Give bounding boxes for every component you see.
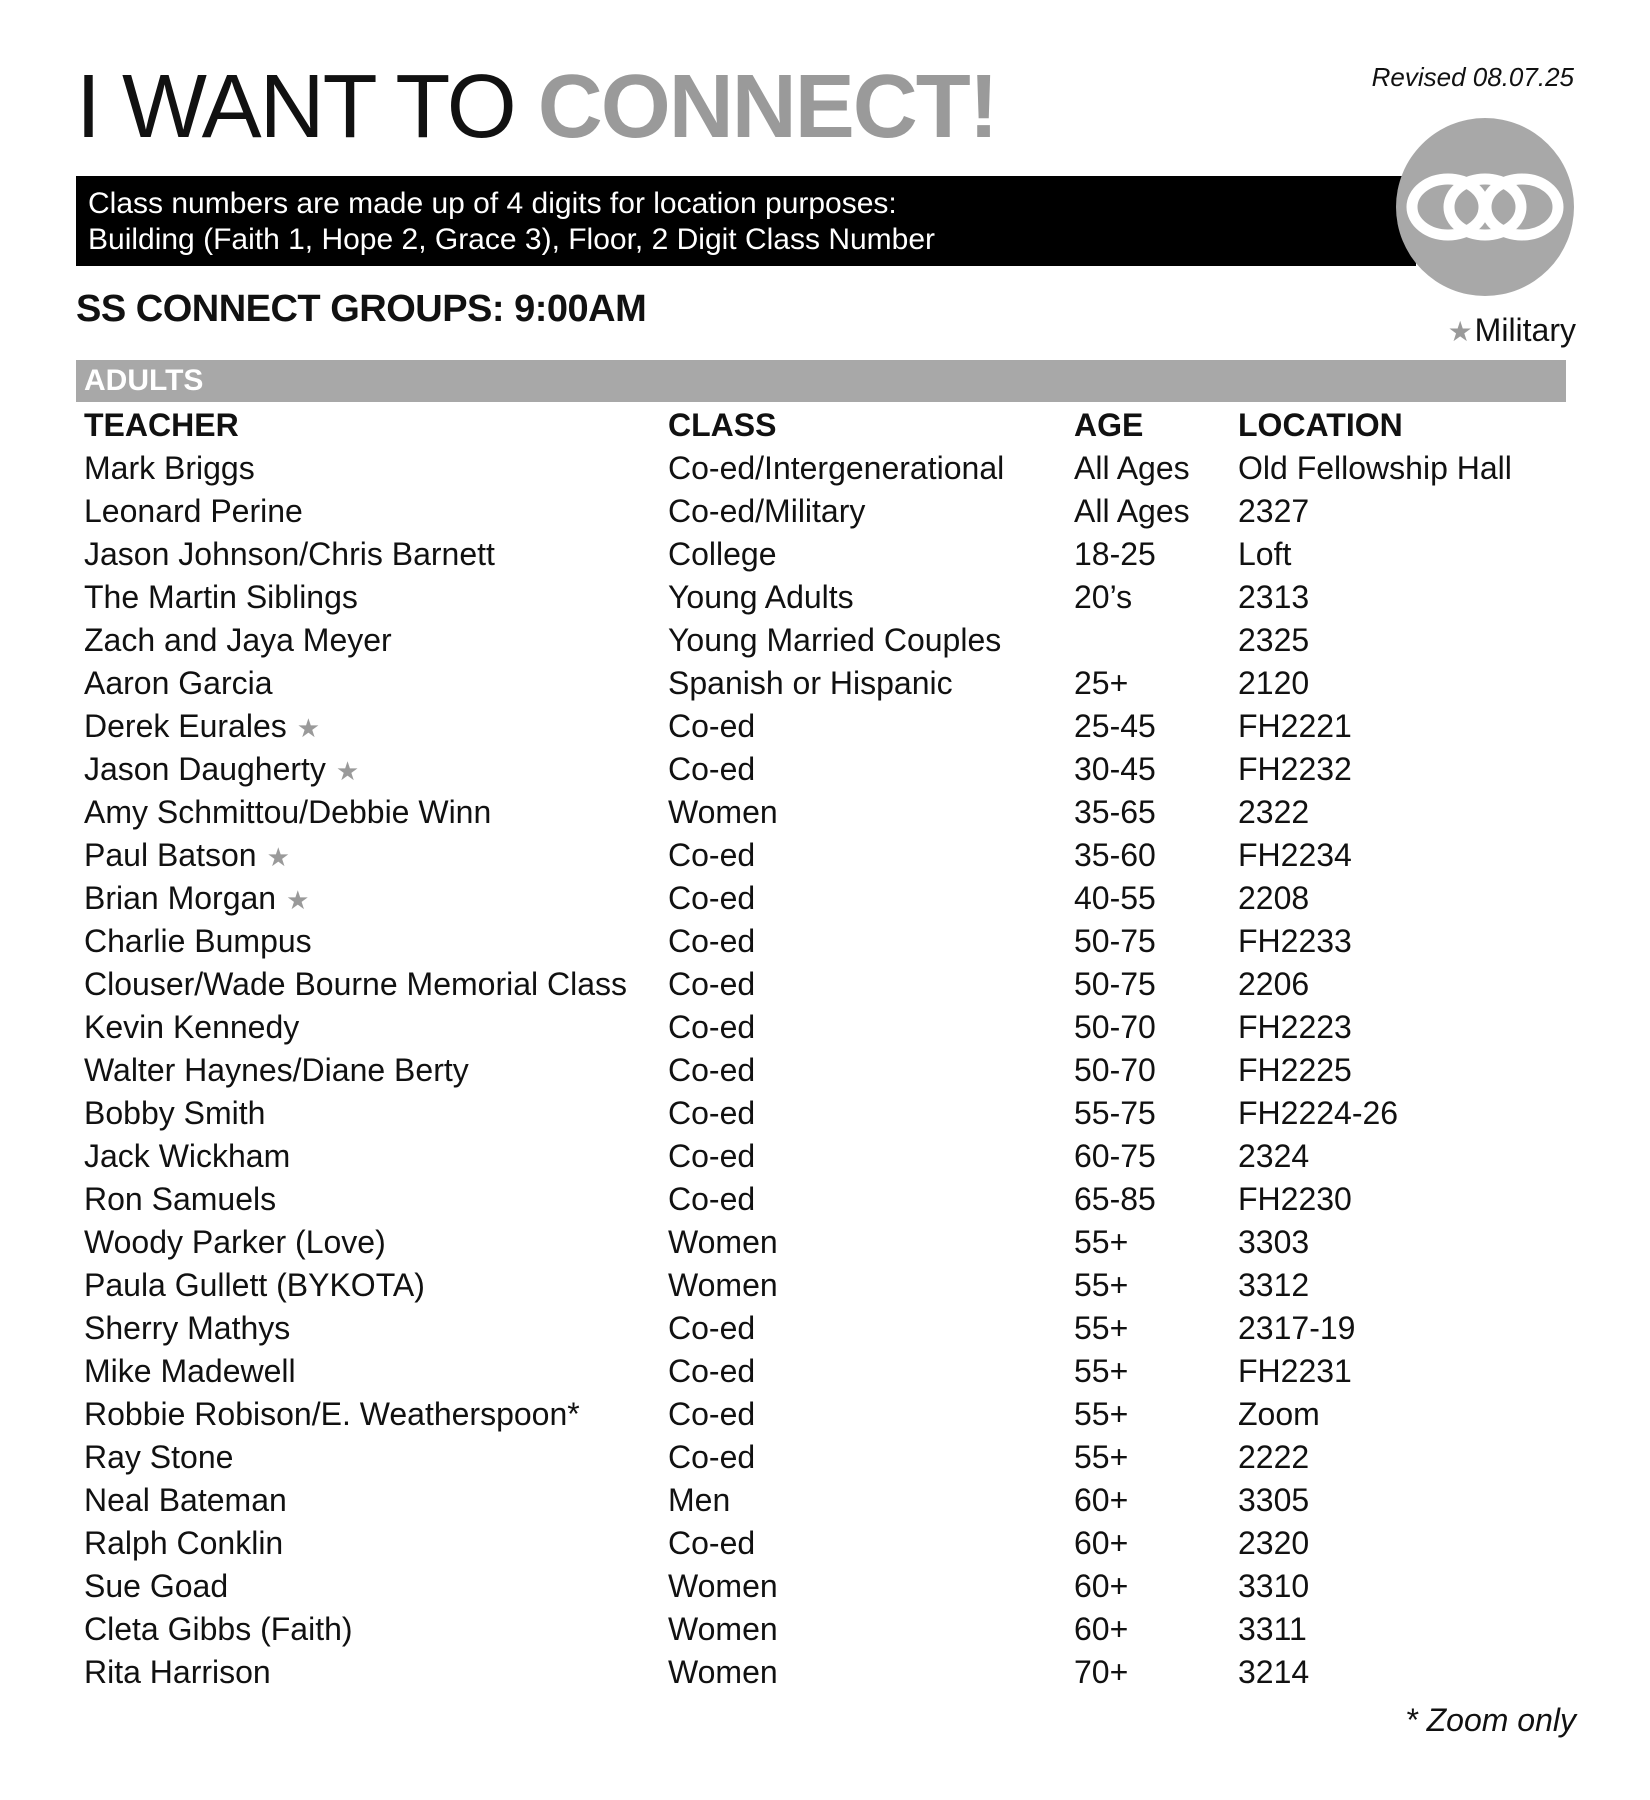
banner-line-2: Building (Faith 1, Hope 2, Grace 3), Floor, 2 Digit Class Number bbox=[88, 223, 936, 256]
age-cell: 65-85 bbox=[1074, 1181, 1156, 1217]
teacher-name: Jason Johnson/Chris Barnett bbox=[84, 536, 495, 572]
teacher-cell bbox=[84, 1092, 668, 1135]
teacher-name: Cleta Gibbs (Faith) bbox=[84, 1611, 353, 1647]
teacher-cell bbox=[84, 963, 668, 1006]
teacher-name: Jack Wickham bbox=[84, 1138, 291, 1174]
class-cell: Co-ed bbox=[668, 1525, 756, 1561]
table-row bbox=[84, 791, 1566, 834]
location-cell: 2208 bbox=[1238, 880, 1310, 916]
location-cell: 3214 bbox=[1238, 1654, 1310, 1690]
class-cell: Co-ed bbox=[668, 837, 756, 873]
table-row bbox=[84, 1092, 1566, 1135]
location-cell: FH2234 bbox=[1238, 837, 1352, 873]
teacher-name: Clouser/Wade Bourne Memorial Class bbox=[84, 966, 628, 1002]
classes-table bbox=[84, 404, 1566, 1694]
age-cell: All Ages bbox=[1074, 493, 1190, 529]
age-cell: 55+ bbox=[1074, 1267, 1129, 1303]
class-cell: Co-ed bbox=[668, 1310, 756, 1346]
class-cell: Men bbox=[668, 1482, 731, 1518]
location-cell: 2206 bbox=[1238, 966, 1310, 1002]
location-cell: Old Fellowship Hall bbox=[1238, 450, 1512, 486]
class-cell: Spanish or Hispanic bbox=[668, 665, 953, 701]
teacher-name: Ray Stone bbox=[84, 1439, 234, 1475]
table-row bbox=[84, 1565, 1566, 1608]
teacher-cell bbox=[84, 1135, 668, 1178]
table-row bbox=[84, 1436, 1566, 1479]
footnote: * Zoom only bbox=[1405, 1702, 1576, 1738]
location-cell: 3305 bbox=[1238, 1482, 1310, 1518]
class-cell: Co-ed bbox=[668, 1439, 756, 1475]
table-row bbox=[84, 1178, 1566, 1221]
class-cell: Co-ed bbox=[668, 1396, 756, 1432]
page-title bbox=[76, 57, 997, 157]
rings-graphic bbox=[1396, 118, 1574, 296]
location-cell: 2322 bbox=[1238, 794, 1310, 830]
class-cell: Co-ed bbox=[668, 880, 756, 916]
class-cell: Women bbox=[668, 1568, 778, 1604]
location-cell: 2222 bbox=[1238, 1439, 1310, 1475]
teacher-cell bbox=[84, 490, 668, 533]
group-header-adults: ADULTS bbox=[76, 360, 1566, 402]
class-cell: Young Adults bbox=[668, 579, 854, 615]
teacher-cell bbox=[84, 1479, 668, 1522]
revised-date: Revised 08.07.25 bbox=[1371, 62, 1574, 92]
table-row bbox=[84, 705, 1566, 748]
class-cell: Women bbox=[668, 1267, 778, 1303]
class-cell: Co-ed bbox=[668, 1095, 756, 1131]
table-row bbox=[84, 1264, 1566, 1307]
teacher-name: Rita Harrison bbox=[84, 1654, 271, 1690]
table-row bbox=[84, 1479, 1566, 1522]
class-cell: Women bbox=[668, 1611, 778, 1647]
teacher-cell bbox=[84, 576, 668, 619]
location-cell: FH2224-26 bbox=[1238, 1095, 1399, 1131]
teacher-cell bbox=[84, 619, 668, 662]
class-cell: Co-ed bbox=[668, 1138, 756, 1174]
table-row bbox=[84, 619, 1566, 662]
teacher-cell bbox=[84, 1049, 668, 1092]
teacher-name: Jason Daugherty bbox=[84, 751, 326, 787]
age-cell: 30-45 bbox=[1074, 751, 1156, 787]
location-cell: Zoom bbox=[1238, 1396, 1320, 1432]
location-cell: 2325 bbox=[1238, 622, 1310, 658]
location-cell: 3303 bbox=[1238, 1224, 1310, 1260]
table-row bbox=[84, 1135, 1566, 1178]
teacher-name: Brian Morgan bbox=[84, 880, 277, 916]
location-cell: FH2223 bbox=[1238, 1009, 1352, 1045]
teacher-name: Robbie Robison/E. Weatherspoon* bbox=[84, 1396, 580, 1432]
column-header-class: CLASS bbox=[668, 407, 777, 443]
teacher-name: Mark Briggs bbox=[84, 450, 255, 486]
class-cell: Co-ed bbox=[668, 708, 756, 744]
table-row bbox=[84, 877, 1566, 920]
location-cell: FH2225 bbox=[1238, 1052, 1352, 1088]
age-cell: 55+ bbox=[1074, 1353, 1129, 1389]
teacher-cell bbox=[84, 748, 668, 791]
star-icon: ★ bbox=[266, 842, 290, 872]
teacher-name: Ralph Conklin bbox=[84, 1525, 284, 1561]
info-banner bbox=[76, 176, 1416, 266]
location-cell: FH2231 bbox=[1238, 1353, 1352, 1389]
age-cell: 40-55 bbox=[1074, 880, 1156, 916]
age-cell: 60+ bbox=[1074, 1611, 1129, 1647]
table-row bbox=[84, 1608, 1566, 1651]
age-cell: 20’s bbox=[1074, 579, 1133, 615]
class-cell: Co-ed bbox=[668, 751, 756, 787]
teacher-cell bbox=[84, 791, 668, 834]
table-row bbox=[84, 490, 1566, 533]
teacher-name: Kevin Kennedy bbox=[84, 1009, 300, 1045]
table-body bbox=[84, 447, 1566, 1694]
age-cell: 18-25 bbox=[1074, 536, 1156, 572]
location-cell: 3311 bbox=[1238, 1611, 1307, 1647]
teacher-cell bbox=[84, 1178, 668, 1221]
location-cell: FH2221 bbox=[1238, 708, 1352, 744]
teacher-name: Neal Bateman bbox=[84, 1482, 287, 1518]
age-cell: 55+ bbox=[1074, 1396, 1129, 1432]
teacher-name: Ron Samuels bbox=[84, 1181, 277, 1217]
connected-rings-logo-icon bbox=[1396, 118, 1574, 296]
teacher-name: Aaron Garcia bbox=[84, 665, 273, 701]
class-cell: Women bbox=[668, 1654, 778, 1690]
location-cell: 2120 bbox=[1238, 665, 1310, 701]
table-row bbox=[84, 1006, 1566, 1049]
age-cell: 55+ bbox=[1074, 1439, 1129, 1475]
teacher-cell bbox=[84, 1393, 668, 1436]
location-cell: FH2230 bbox=[1238, 1181, 1352, 1217]
section-title: SS CONNECT GROUPS: 9:00AM bbox=[76, 288, 647, 330]
class-cell: Women bbox=[668, 794, 778, 830]
table-row bbox=[84, 1049, 1566, 1092]
teacher-cell bbox=[84, 1307, 668, 1350]
class-cell: College bbox=[668, 536, 777, 572]
teacher-name: Paula Gullett (BYKOTA) bbox=[84, 1267, 425, 1303]
teacher-cell bbox=[84, 1006, 668, 1049]
banner-line-1: Class numbers are made up of 4 digits for location purposes: bbox=[88, 187, 897, 220]
class-cell: Women bbox=[668, 1224, 778, 1260]
class-cell: Co-ed bbox=[668, 1052, 756, 1088]
age-cell: 35-60 bbox=[1074, 837, 1156, 873]
age-cell: 55+ bbox=[1074, 1310, 1129, 1346]
teacher-cell bbox=[84, 447, 668, 490]
teacher-cell bbox=[84, 533, 668, 576]
age-cell: 60-75 bbox=[1074, 1138, 1156, 1174]
location-cell: 2313 bbox=[1238, 579, 1310, 615]
table-row bbox=[84, 1393, 1566, 1436]
location-cell: Loft bbox=[1238, 536, 1292, 572]
column-header-location: LOCATION bbox=[1238, 407, 1403, 443]
teacher-cell bbox=[84, 1522, 668, 1565]
class-cell: Co-ed bbox=[668, 966, 756, 1002]
location-cell: 2317-19 bbox=[1238, 1310, 1356, 1346]
age-cell: 50-75 bbox=[1074, 966, 1156, 1002]
table-row bbox=[84, 834, 1566, 877]
teacher-name: Paul Batson bbox=[84, 837, 257, 873]
age-cell: 50-75 bbox=[1074, 923, 1156, 959]
teacher-name: Mike Madewell bbox=[84, 1353, 296, 1389]
location-cell: 2320 bbox=[1238, 1525, 1310, 1561]
table-header-row bbox=[84, 404, 1566, 447]
teacher-cell bbox=[84, 834, 668, 877]
age-cell: 35-65 bbox=[1074, 794, 1156, 830]
teacher-cell bbox=[84, 877, 668, 920]
teacher-name: Derek Eurales bbox=[84, 708, 287, 744]
age-cell: 60+ bbox=[1074, 1482, 1129, 1518]
star-icon: ★ bbox=[1447, 316, 1473, 347]
page-title-part1: I WANT TO bbox=[76, 57, 538, 157]
teacher-name: Sherry Mathys bbox=[84, 1310, 291, 1346]
table-row bbox=[84, 1522, 1566, 1565]
age-cell: 50-70 bbox=[1074, 1052, 1156, 1088]
teacher-name: Amy Schmittou/Debbie Winn bbox=[84, 794, 492, 830]
teacher-cell bbox=[84, 662, 668, 705]
location-cell: FH2232 bbox=[1238, 751, 1352, 787]
military-legend bbox=[1448, 312, 1576, 349]
teacher-name: Zach and Jaya Meyer bbox=[84, 622, 392, 658]
table-row bbox=[84, 1350, 1566, 1393]
teacher-name: Leonard Perine bbox=[84, 493, 303, 529]
age-cell: 60+ bbox=[1074, 1568, 1129, 1604]
teacher-name: Sue Goad bbox=[84, 1568, 229, 1604]
class-cell: Co-ed bbox=[668, 1009, 756, 1045]
teacher-name: The Martin Siblings bbox=[84, 579, 358, 615]
column-header-teacher: TEACHER bbox=[84, 407, 239, 443]
class-cell: Young Married Couples bbox=[668, 622, 1002, 658]
age-cell bbox=[1074, 619, 1238, 662]
class-cell: Co-ed bbox=[668, 923, 756, 959]
table-row bbox=[84, 447, 1566, 490]
teacher-cell bbox=[84, 1436, 668, 1479]
column-header-age: AGE bbox=[1074, 407, 1144, 443]
table-row bbox=[84, 576, 1566, 619]
age-cell: 70+ bbox=[1074, 1654, 1129, 1690]
star-icon: ★ bbox=[296, 713, 321, 743]
class-cell: Co-ed/Intergenerational bbox=[668, 450, 1005, 486]
class-cell: Co-ed bbox=[668, 1181, 756, 1217]
location-cell: 2327 bbox=[1238, 493, 1310, 529]
location-cell: 3312 bbox=[1238, 1267, 1310, 1303]
table-row bbox=[84, 533, 1566, 576]
table-row bbox=[84, 1221, 1566, 1264]
table-row bbox=[84, 1651, 1566, 1694]
teacher-name: Woody Parker (Love) bbox=[84, 1224, 386, 1260]
teacher-cell bbox=[84, 1264, 668, 1307]
age-cell: All Ages bbox=[1074, 450, 1190, 486]
teacher-cell bbox=[84, 1565, 668, 1608]
teacher-cell bbox=[84, 1350, 668, 1393]
star-icon: ★ bbox=[335, 756, 360, 786]
location-cell: 3310 bbox=[1238, 1568, 1310, 1604]
teacher-name: Charlie Bumpus bbox=[84, 923, 312, 959]
teacher-name: Bobby Smith bbox=[84, 1095, 266, 1131]
teacher-cell bbox=[84, 1221, 668, 1264]
table-row bbox=[84, 963, 1566, 1006]
teacher-cell bbox=[84, 1608, 668, 1651]
age-cell: 55+ bbox=[1074, 1224, 1129, 1260]
table-row bbox=[84, 662, 1566, 705]
teacher-cell bbox=[84, 920, 668, 963]
age-cell: 60+ bbox=[1074, 1525, 1129, 1561]
class-cell: Co-ed/Military bbox=[668, 493, 866, 529]
legend-label: Military bbox=[1474, 312, 1576, 348]
teacher-cell bbox=[84, 705, 668, 748]
age-cell: 25+ bbox=[1074, 665, 1129, 701]
age-cell: 55-75 bbox=[1074, 1095, 1156, 1131]
age-cell: 50-70 bbox=[1074, 1009, 1156, 1045]
location-cell: FH2233 bbox=[1238, 923, 1352, 959]
star-icon: ★ bbox=[286, 885, 310, 915]
table-row bbox=[84, 748, 1566, 791]
class-cell: Co-ed bbox=[668, 1353, 756, 1389]
age-cell: 25-45 bbox=[1074, 708, 1156, 744]
location-cell: 2324 bbox=[1238, 1138, 1310, 1174]
teacher-name: Walter Haynes/Diane Berty bbox=[84, 1052, 469, 1088]
page-title-part2: CONNECT! bbox=[537, 57, 997, 157]
table-row bbox=[84, 1307, 1566, 1350]
teacher-cell bbox=[84, 1651, 668, 1694]
table-row bbox=[84, 920, 1566, 963]
